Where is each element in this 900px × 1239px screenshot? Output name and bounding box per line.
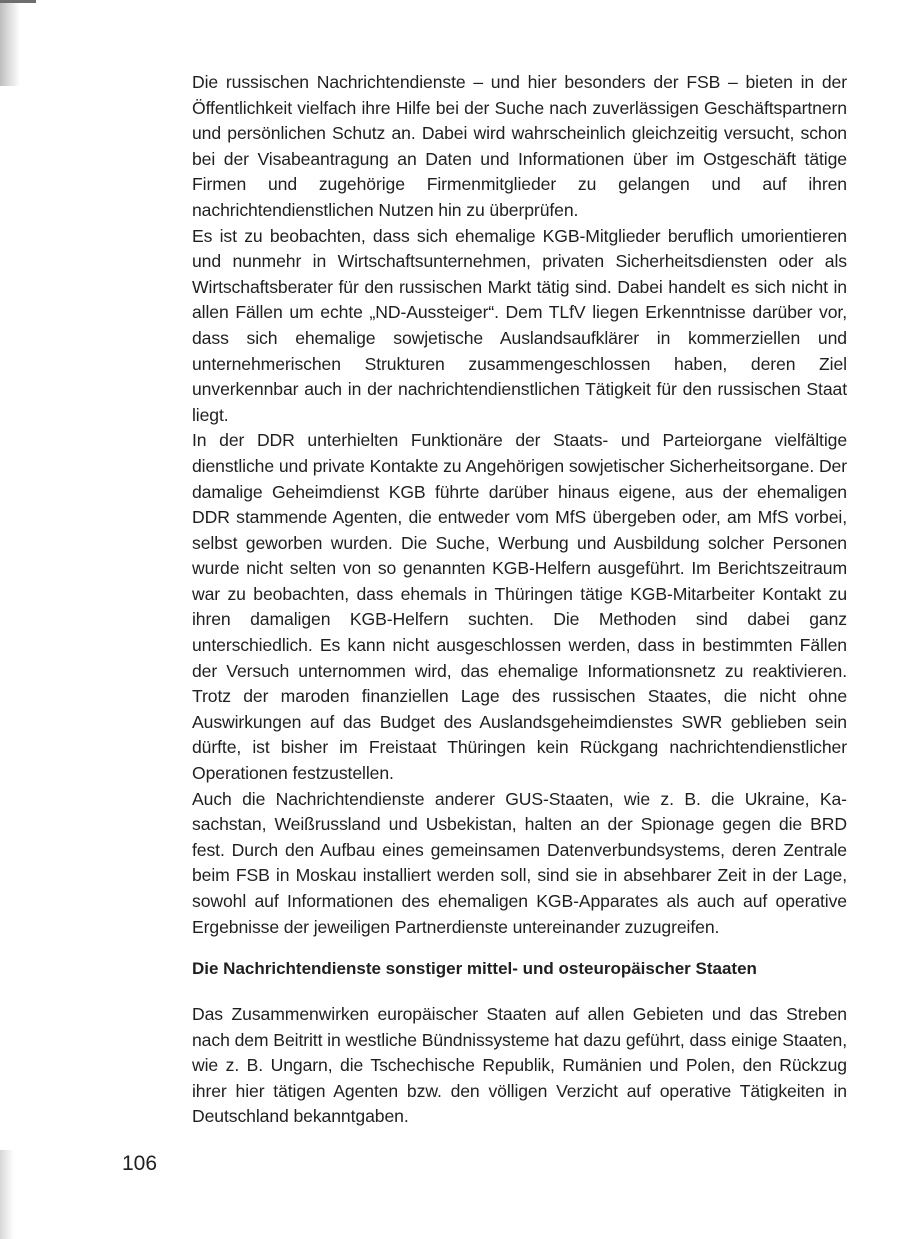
paragraph-fsb: Die russischen Nachrichtendienste – und hier besonders der FSB – bieten in der Öffentlichkeit vielfach ihre Hilfe bei der Suche nach zuverlässigen Geschäftspartnern und persönlichen Schutz an. Dabei wird wahrscheinlich gleichzeitig versucht, schon bei der Visabeantragung an Daten und Informationen über im Ostgeschäft tätige Firmen und zugehörige Firmenmitglieder zu gelangen und auf ihren nachrichtendienstlichen Nutzen hin zu überprüfen. bbox=[192, 72, 847, 220]
paragraph-european-states: Das Zusammenwirken europäischer Staaten auf allen Gebieten und das Streben nach dem Beitritt in westliche Bündnissysteme hat dazu geführt, dass einige Staaten, wie z. B. Ungarn, die Tschechische Republik, Rumänien und Polen, den Rückzug ihrer hier tätigen Agenten bzw. den völligen Verzicht auf operative Tätigkeiten in Deutschland bekanntgaben. bbox=[192, 1004, 847, 1127]
paragraph-ddr: In der DDR unterhielten Funktionäre der Staats- und Parteiorgane vielfältige dienstliche und private Kontakte zu Angehörigen sowjetischer Sicherheitsorgane. Der damalige Geheimdienst KGB führte darüber hinaus eigene, aus der ehemaligen DDR stammende Agenten, die entweder vom MfS übergeben oder, am MfS vorbei, selbst geworben wurden. Die Suche, Werbung und Ausbildung solcher Personen wurde nicht selten von so genannten KGB-Helfern ausgeführt. Im Berichtszeitraum war zu beobachten, dass ehemals in Thüringen tätige KGB-Mitarbeiter Kontakt zu ihren damaligen KGB-Helfern suchten. Die Methoden sind dabei ganz unterschiedlich. Es kann nicht ausgeschlossen werden, dass in bestimmten Fällen der Versuch unternommen wird, das ehemalige Informationsnetz zu reaktivieren. Trotz der maroden finanziellen Lage des russischen Staates, die nicht ohne Auswirkungen auf das Budget des Auslandsgeheimdienstes SWR geblieben sein dürfte, ist bisher im Freistaat Thüringen kein Rückgang nachrichtendienstlicher Operationen festzustellen. bbox=[192, 430, 847, 784]
scan-edge-mark-top bbox=[0, 0, 20, 86]
body-text-block bbox=[192, 70, 847, 940]
page-number: 106 bbox=[122, 1152, 158, 1175]
paragraph-kgb-members: Es ist zu beobachten, dass sich ehemalige KGB-Mitglieder beruflich umorientieren und nunmehr in Wirtschaftsunternehmen, privaten Sicherheitsdiensten oder als Wirtschaftsberater für den russischen Markt tätig sind. Dabei handelt es sich nicht in allen Fällen um echte „ND-Aussteiger“. Dem TLfV liegen Erkenntnisse darüber vor, dass sich ehemalige sowjetische Auslandsaufklärer in kommerziellen und unternehmerischen Strukturen zusammengeschlossen haben, deren Ziel unverkennbar auch in der nachrichtendienstlichen Tätigkeit für den russischen Staat liegt. bbox=[192, 225, 847, 425]
paragraph-gus-states: Auch die Nachrichtendienste anderer GUS-Staaten, wie z. B. die Ukraine, Kasachstan, Weißrussland und Usbekistan, halten an der Spionage gegen die BRD fest. Durch den Aufbau eines gemeinsamen Datenverbundsystems, deren Zentrale beim FSB in Moskau installiert werden soll, sind sie in absehbarer Zeit in der Lage, sowohl auf Informationen des ehemaligen KGB-Apparates als auch auf operative Ergebnisse der jeweiligen Partnerdienste untereinander zuzugreifen. bbox=[192, 788, 847, 937]
section-body bbox=[192, 1002, 847, 1130]
scan-edge-mark-bottom bbox=[0, 1150, 14, 1239]
section-heading: Die Nachrichtendienste sonstiger mittel- und osteuropäischer Staaten bbox=[192, 959, 757, 978]
